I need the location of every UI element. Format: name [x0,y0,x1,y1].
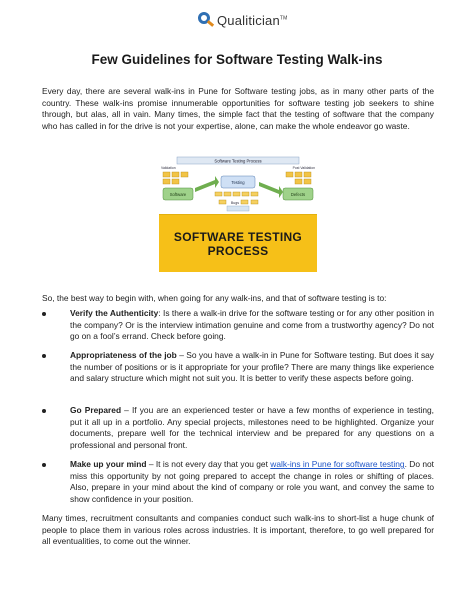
svg-text:Testing: Testing [231,180,245,185]
bullet-icon [42,312,46,316]
bullet-heading: Go Prepared [70,405,122,415]
bullet-heading: Make up your mind [70,459,147,469]
list-item [42,308,434,343]
bullet-icon [42,409,46,413]
company-logo [198,11,288,29]
list-item [42,350,434,385]
bullet-icon [42,463,46,467]
intro-paragraph: Every day, there are several walk-ins in Pune for Software testing jobs, as in many other parts of the country. These walk-ins promise innumerable opportunities for software testing job seekers to shine through, but alas, all in vain. Many times, the simple fact that the testing of software that the company who has called in for the drive is not your expertise, alone, can make the whole endeavor go waste. [42,86,434,131]
testing-process-figure [159,154,317,272]
diagram-heading: Software Testing Process [214,158,262,164]
page-title: Few Guidelines for Software Testing Walk-ins [91,52,383,67]
diagram-left-label: Validation [161,166,176,170]
list-item [42,405,434,451]
figure-caption: SOFTWARE TESTING PROCESS [173,230,303,258]
bullet-text: – So you have a walk-in in Pune for Software testing. But does it say the number of positions or is it appropriate for your profile? There are many things like experience and salary structure which might not suit you. It is better to verify these aspects before going. [70,350,434,384]
bullet-heading: Appropriateness of the job [70,350,177,360]
logo-q-icon [198,11,216,29]
logo-text: Qualitician™ [217,12,288,28]
closing-paragraph: Many times, recruitment consultants and companies conduct such walk-ins to short-list a huge chunk of people to place them in various roles across industries. It is important, therefore, to go well prepared for all eventualities, to come out the winner. [42,513,434,547]
bullet-icon [42,354,46,358]
svg-text:Defects: Defects [290,192,306,197]
process-diagram [159,154,317,215]
bullet-heading: Verify the Authenticity [70,308,159,318]
svg-text:Software: Software [169,192,187,197]
diagram-right-label: Post Validation [292,166,315,170]
bullet-text: . Do not miss this opportunity by not going prepared to accept the change in roles or shifting of places. Also, prepare in your mind about the kind of company or role you want, and convey the same to show confidence in your position. [70,459,434,504]
list-item [42,459,434,505]
bullet-text: : Is there a walk-in drive for the software testing or for any other position in the company? Or is the interview intimation genuine and come from a trustworthy agency? Do not go on a fool’s errand. Check before going. [70,308,434,342]
bullet-text: – If you are an experienced tester or have a few months of experience in testing, put it all up in a portfolio. Any special projects, milestones need to be highlighted. Organize your documents, prepare well for the technical interview and be prepared for any questions on a professional and personal front. [70,405,434,450]
diagram-bottom-label: Bugs [230,201,240,205]
walk-ins-link[interactable]: walk-ins in Pune for software testing [270,459,405,469]
lead-paragraph: So, the best way to begin with, when going for any walk-ins, and that of software testing is to: [42,293,387,303]
bullet-text: – It is not every day that you get [146,459,271,469]
